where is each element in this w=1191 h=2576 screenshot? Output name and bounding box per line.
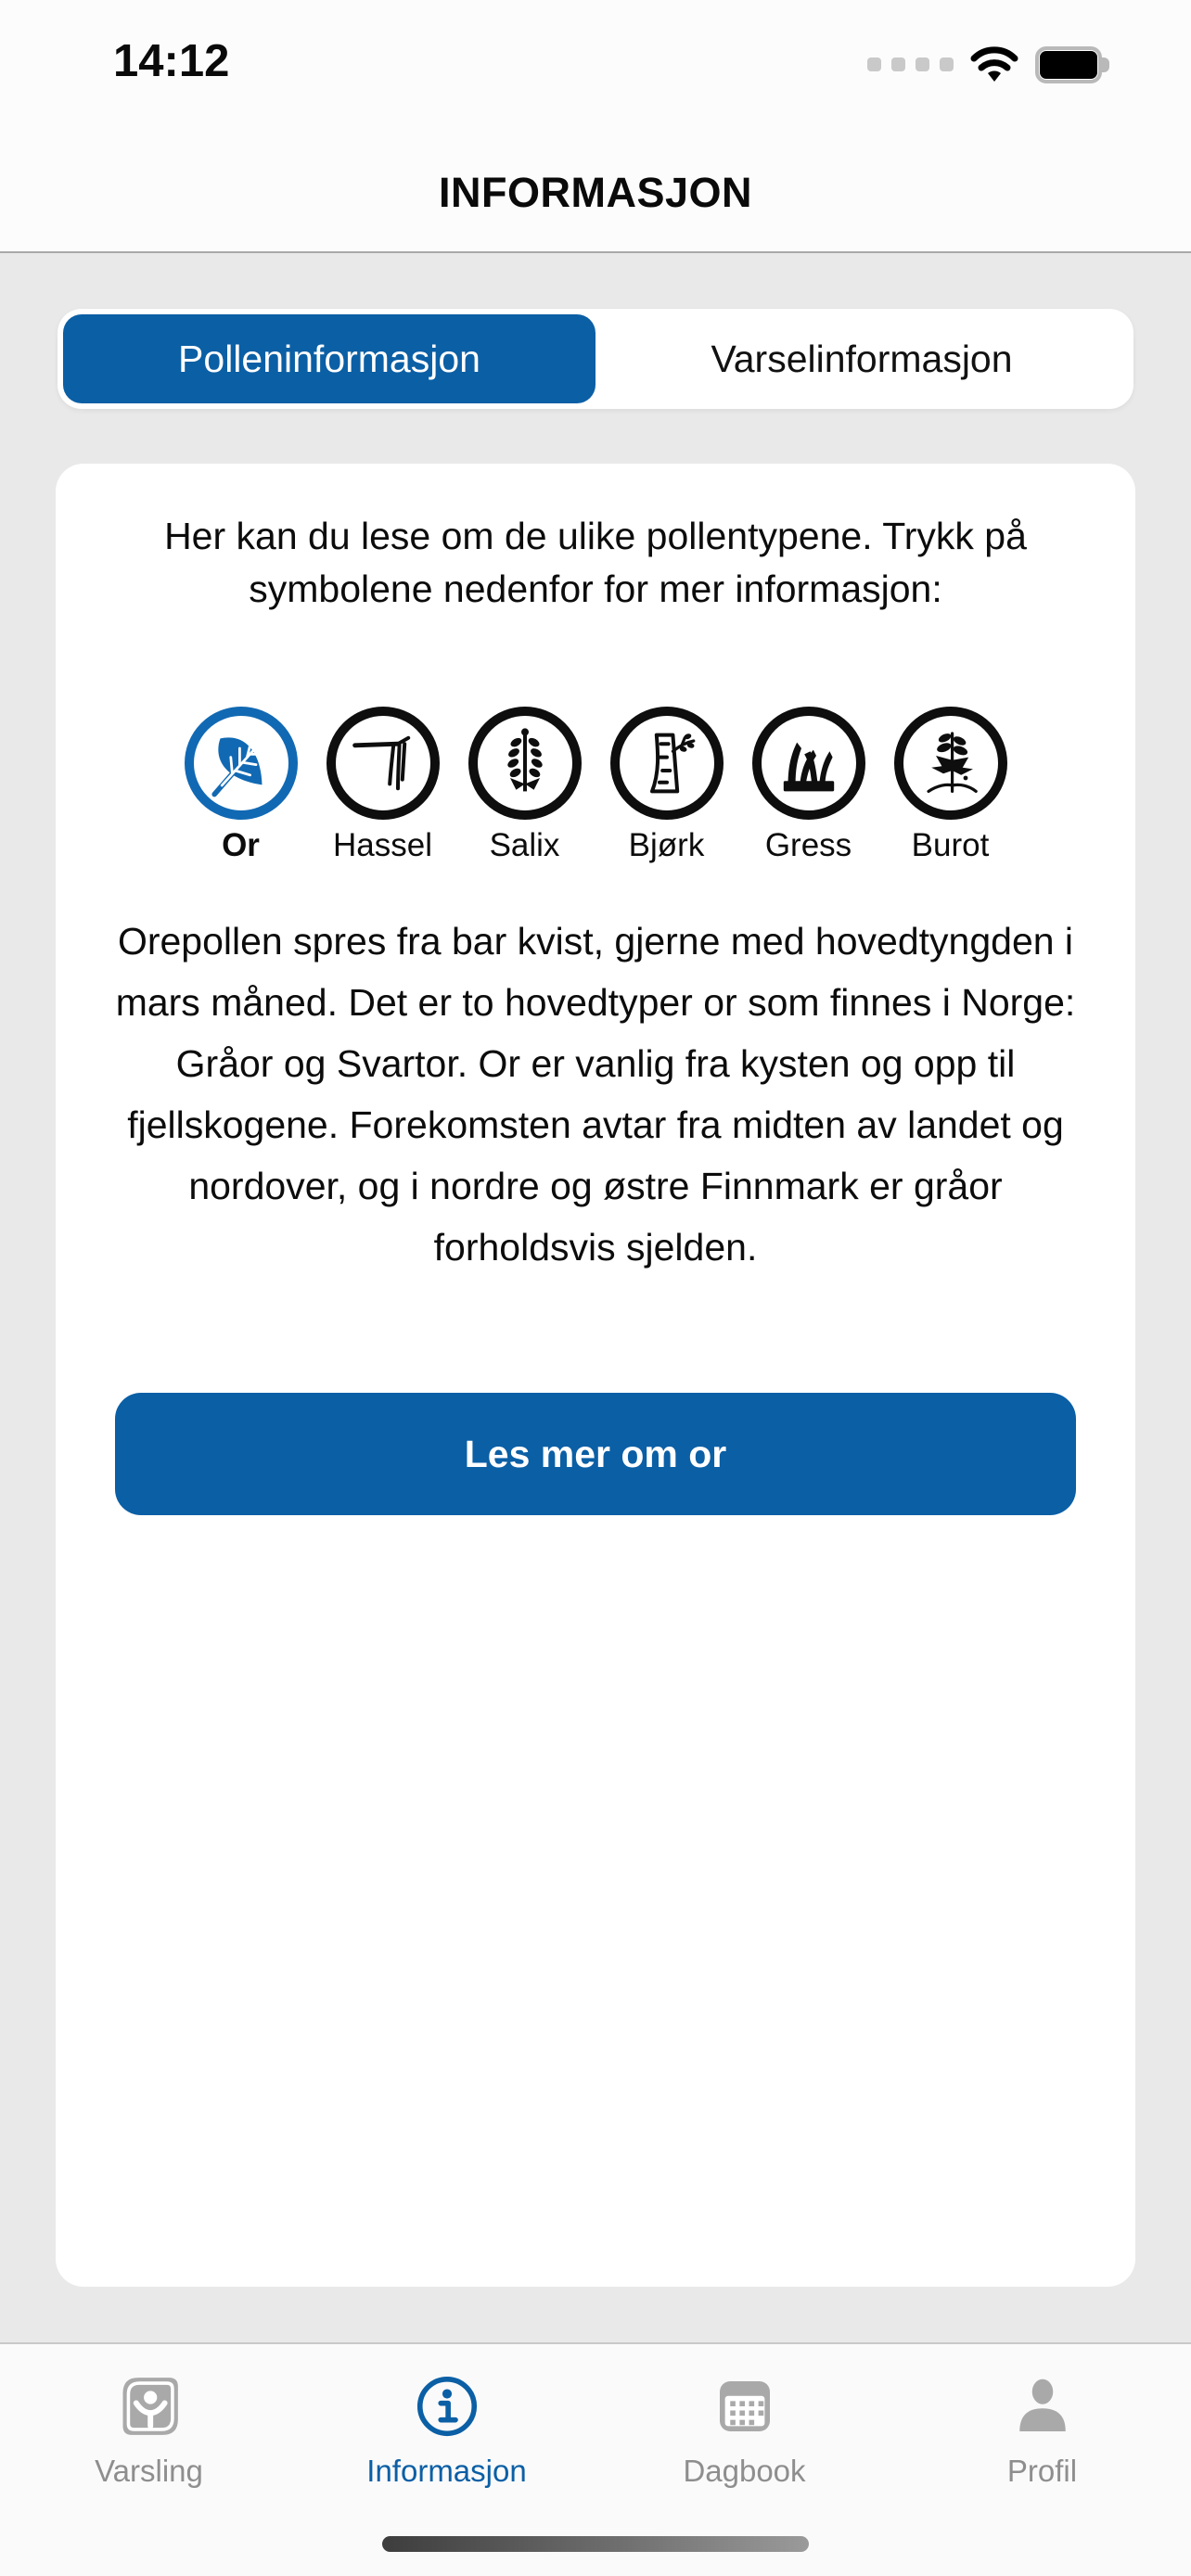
info-segmented-control <box>58 309 1133 409</box>
pollen-label-hassel: Hassel <box>333 827 432 863</box>
page-title: INFORMASJON <box>438 169 752 216</box>
tab-label-dagbook: Dagbook <box>683 2454 806 2488</box>
pollen-item-bjork[interactable] <box>609 707 724 864</box>
read-more-button[interactable]: Les mer om or <box>115 1393 1076 1515</box>
intro-text: Her kan du lese om de ulike pollentypene. Trykk på symbolene nedenfor for mer informasjon: <box>164 515 1027 610</box>
pollen-label-salix: Salix <box>489 827 560 863</box>
pollen-description: Orepollen spres fra bar kvist, gjerne med hovedtyngden i mars måned. Det er to hovedtyper or som finnes i Norge: Gråor og Svartor. Or er vanlig fra kysten og opp til fjellskogene. Forekomsten avtar fra midten av landet og nordover, og i nordre og østre Finnmark er gråor forholdsvis sjelden. <box>115 920 1076 1269</box>
pollen-item-salix[interactable] <box>467 707 583 864</box>
pollen-item-or[interactable] <box>184 707 299 864</box>
tab-label-profil: Profil <box>1006 2454 1078 2488</box>
pollen-item-gress[interactable] <box>751 707 866 864</box>
home-indicator[interactable] <box>382 2536 809 2552</box>
mugwort-plant-icon <box>894 707 1007 820</box>
grass-icon <box>752 707 865 820</box>
pollen-info-card <box>56 464 1135 2287</box>
wifi-icon <box>970 46 1018 83</box>
tab-varsling[interactable] <box>0 2344 298 2576</box>
alder-leaf-icon <box>185 707 298 820</box>
tab-profil[interactable] <box>893 2344 1191 2576</box>
tab-label-varsling: Varsling <box>95 2454 203 2488</box>
cellular-dots-icon <box>867 57 954 73</box>
pollen-label-gress: Gress <box>764 827 852 863</box>
info-icon <box>414 2370 480 2442</box>
person-icon <box>1009 2370 1076 2442</box>
pollen-label-or: Or <box>222 827 260 863</box>
tab-polleninformasjon[interactable]: Polleninformasjon <box>63 314 596 403</box>
status-bar-clock: 14:12 <box>113 36 230 86</box>
pollen-label-burot: Burot <box>911 827 990 863</box>
calendar-icon <box>711 2370 778 2442</box>
tab-label-informasjon: Informasjon <box>366 2454 527 2488</box>
top-chrome <box>0 0 1191 253</box>
pollen-type-row <box>56 707 1135 864</box>
pollen-item-burot[interactable] <box>893 707 1008 864</box>
willow-sprig-icon <box>468 707 582 820</box>
hazel-catkins-icon <box>327 707 440 820</box>
battery-icon <box>1035 46 1113 83</box>
birch-trunk-icon <box>610 707 724 820</box>
naaf-logo-icon <box>114 2370 185 2442</box>
status-bar-icons <box>867 45 1113 85</box>
pollen-label-bjork: Bjørk <box>628 827 705 863</box>
tab-varselinformasjon[interactable]: Varselinformasjon <box>711 337 1013 380</box>
pollen-item-hassel[interactable] <box>326 707 441 864</box>
